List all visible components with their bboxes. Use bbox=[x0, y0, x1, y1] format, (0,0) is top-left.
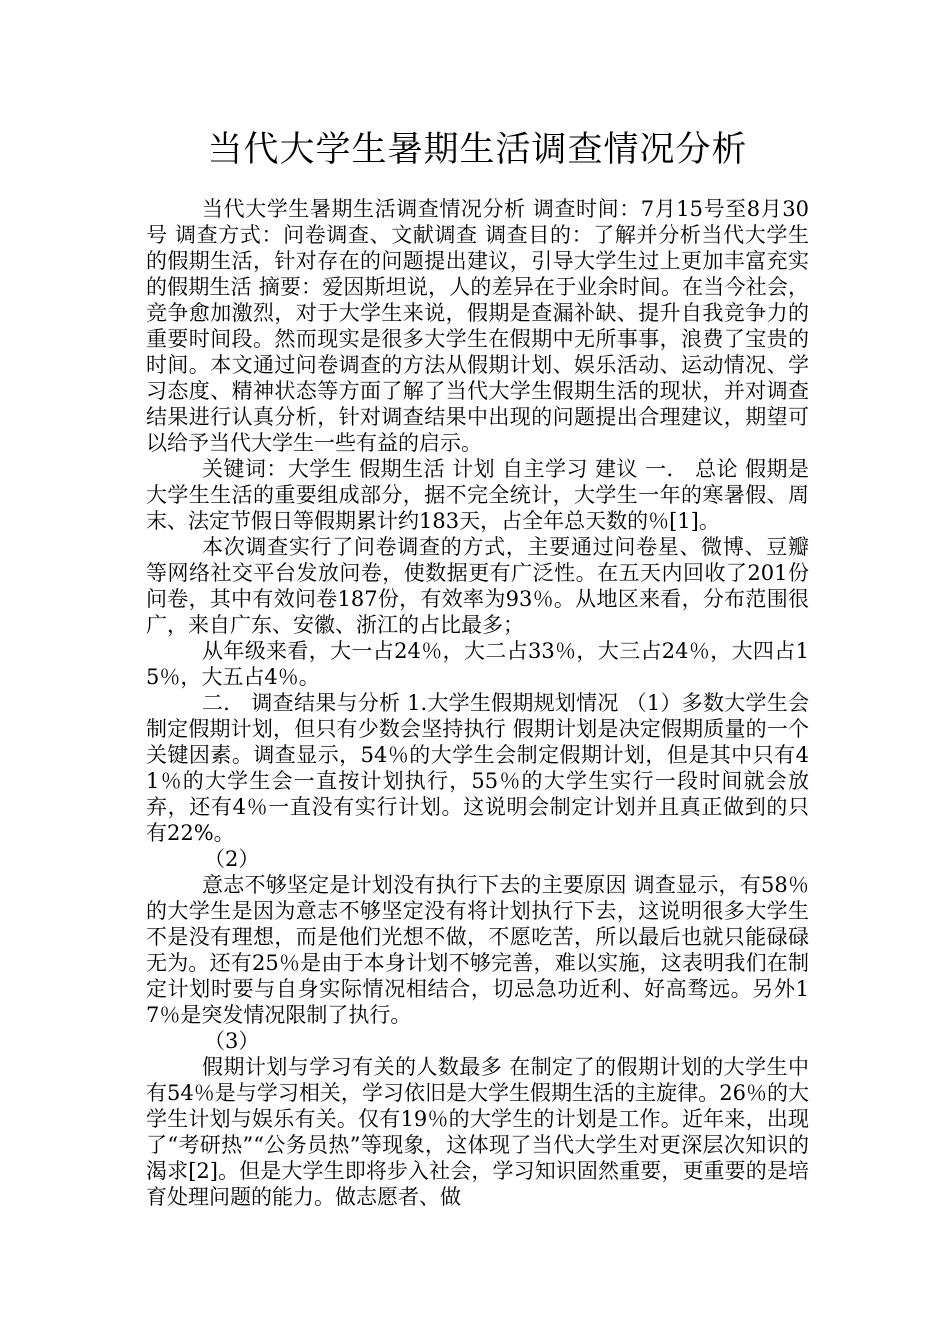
paragraph-survey-method: 本次调查实行了问卷调查的方式，主要通过问卷星、微博、豆瓣等网络社交平台发放问卷，使数据更有广泛性。在五天内回收了201份问卷，其中有效问卷187份，有效率为93％。从地区来看，分布范围很广，来自广东、安徽、浙江的占比最多； bbox=[146, 535, 809, 637]
paragraph-willpower: 意志不够坚定是计划没有执行下去的主要原因 调查显示，有58％的大学生是因为意志不够坚定没有将计划执行下去，这说明很多大学生不是没有理想，而是他们光想不做，不愿吃苦，所以最后也就只能碌碌无为。还有25％是由于本身计划不够完善，难以实施，这表明我们在制定计划时要与自身实际情况相结合，切忌急功近利、好高骛远。另外17％是突发情况限制了执行。 bbox=[146, 873, 809, 1027]
document-title: 当代大学生暑期生活调查情况分析 bbox=[207, 130, 748, 170]
paragraph-grade-distribution: 从年级来看，大一占24％，大二占33％，大三占24％，大四占15％，大五占4％。 bbox=[146, 639, 809, 689]
paragraph-keywords: 关键词：大学生 假期生活 计划 自主学习 建议 一． 总论 假期是大学生生活的重要组成部分，据不完全统计，大学生一年的寒暑假、周末、法定节假日等假期累计约183天，占全年总天数的％[1]。 bbox=[146, 457, 809, 533]
paragraph-intro: 当代大学生暑期生活调查情况分析 调查时间：7月15号至8月30号 调查方式：问卷调查、文献调查 调查目的：了解并分析当代大学生的假期生活，针对存在的问题提出建议，引导大学生过上更加丰富充实的假期生活 摘要：爱因斯坦说，人的差异在于业余时间。在当今社会，竞争愈加激烈，对于大学生来说，假期是查漏补缺、提升自我竞争力的重要时间段。然而现实是很多大学生在假期中无所事事，浪费了宝贵的时间。本文通过问卷调查的方法从假期计划、娱乐活动、运动情况、学习态度、精神状态等方面了解了当代大学生假期生活的现状，并对调查结果进行认真分析，针对调查结果中出现的问题提出合理建议，期望可以给予当代大学生一些有益的启示。 bbox=[146, 197, 809, 455]
paragraph-study-plans: 假期计划与学习有关的人数最多 在制定了的假期计划的大学生中有54％是与学习相关，学习依旧是大学生假期生活的主旋律。26％的大学生计划与娱乐有关。仅有19％的大学生的计划是工作。近年来，出现了“考研热”“公务员热”等现象，这体现了当代大学生对更深层次知识的渴求[2]。但是大学生即将步入社会，学习知识固然重要，更重要的是培育处理问题的能力。做志愿者、做 bbox=[146, 1055, 809, 1209]
subsection-label-2: （2） bbox=[204, 847, 260, 871]
document-page bbox=[146, 120, 809, 1210]
subsection-label-3: （3） bbox=[204, 1029, 260, 1053]
paragraph-results-planning: 二． 调查结果与分析 1.大学生假期规划情况 （1）多数大学生会制定假期计划，但只有少数会坚持执行 假期计划是决定假期质量的一个关键因素。调查显示，54％的大学生会制定假期计划，但是其中只有41％的大学生会一直按计划执行，55％的大学生实行一段时间就会放弃，还有4％一直没有实行计划。这说明会制定计划并且真正做到的只有22%。 bbox=[146, 691, 809, 845]
